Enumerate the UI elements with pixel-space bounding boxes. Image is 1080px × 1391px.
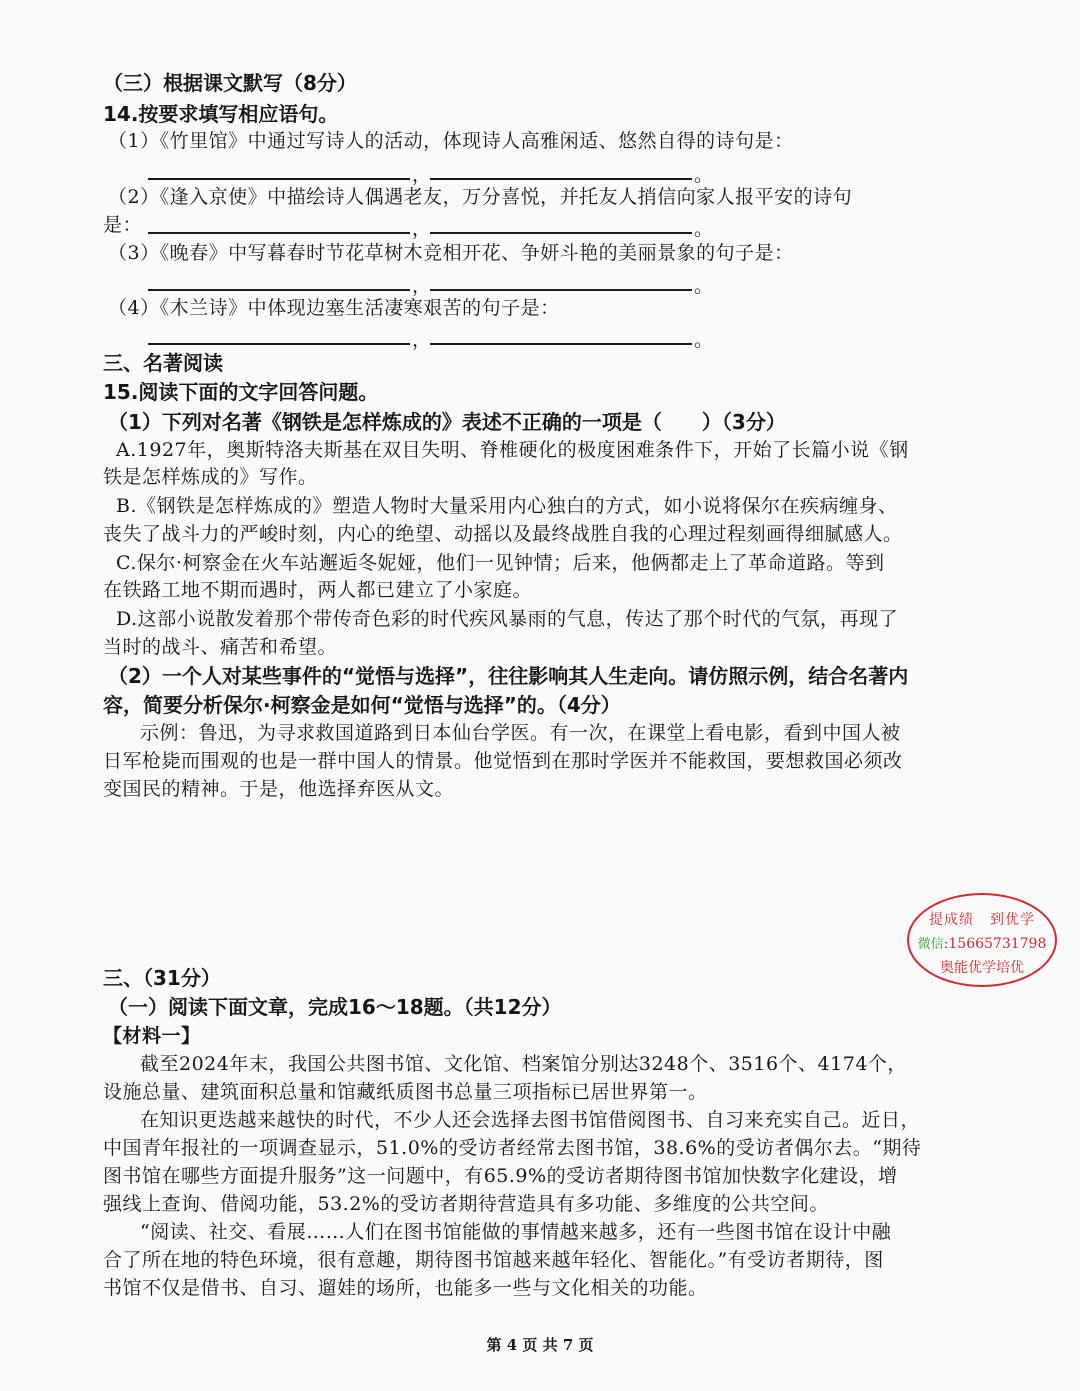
option-d: D.这部小说散发着那个带传奇色彩的时代疾风暴雨的气息，传达了那个时代的气氛，再现了 (116, 608, 899, 630)
section-title-dictation: （三）根据课文默写（8分） (103, 71, 357, 95)
example-line: 变国民的精神。于是，他选择弃医从文。 (103, 778, 455, 800)
paragraph-line: 合了所在地的特色环境，很有意趣，期待图书馆越来越年轻化、智能化。”有受访者期待，图 (103, 1249, 884, 1271)
promo-stamp (907, 893, 1057, 987)
paragraph-line: 图书馆在哪些方面提升服务”这一问题中，有65.9%的受访者期待图书馆加快数字化建设，增 (103, 1165, 898, 1187)
paragraph-line: 强线上查询、借阅功能，53.2%的受访者期待营造具有多功能、多维度的公共空间。 (103, 1193, 829, 1215)
answer-blank[interactable] (430, 232, 692, 234)
paragraph-line: 截至2024年末，我国公共图书馆、文化馆、档案馆分别达3248个、3516个、4174个， (140, 1053, 907, 1075)
paragraph-line: 书馆不仅是借书、自习、遛娃的场所，也能多一些与文化相关的功能。 (103, 1277, 708, 1299)
option-a-cont: 铁是怎样炼成的》写作。 (103, 466, 318, 488)
page-number: 第 4 页 共 7 页 (486, 1336, 594, 1354)
q14-item-2: （2）《逢入京使》中描绘诗人偶遇老友，万分喜悦，并托友人捎信向家人报平安的诗句 (108, 186, 853, 208)
stamp-name: 奥能优学培优 (940, 960, 1024, 976)
paragraph-line: 中国青年报社的一项调查显示，51.0%的受访者经常去图书馆，38.6%的受访者偶尔去。“期待 (103, 1137, 922, 1159)
stamp-phone: :15665731798 (943, 936, 1047, 952)
answer-blank[interactable] (148, 343, 410, 345)
q14-item-3: （3）《晚春》中写暮春时节花草树木竞相开花、争妍斗艳的美丽景象的句子是： (108, 242, 794, 264)
blank-comma: ， (412, 329, 432, 351)
blank-period: 。 (694, 218, 714, 240)
option-b: B.《钢铁是怎样炼成的》塑造人物时大量采用内心独白的方式，如小说将保尔在疾病缠身、 (116, 495, 898, 517)
option-c-cont: 在铁路工地不期而遇时，两人都已建立了小家庭。 (103, 579, 533, 601)
q15-sub-2: （2）一个人对某些事件的“觉悟与选择”，往往影响其人生走向。请仿照示例，结合名著内 (108, 664, 909, 688)
q15-sub-2-cont: 容，简要分析保尔·柯察金是如何“觉悟与选择”的。（4分） (103, 693, 621, 717)
answer-blank[interactable] (430, 343, 692, 345)
example-line: 日军枪毙而围观的也是一群中国人的情景。他觉悟到在那时学医并不能救国，要想救国必须改 (103, 750, 903, 772)
answer-blank[interactable] (430, 289, 692, 291)
paragraph-line: 设施总量、建筑面积总量和馆藏纸质图书总量三项指标已居世界第一。 (103, 1081, 708, 1103)
answer-blank[interactable] (148, 232, 410, 234)
stamp-text: 提成绩 (929, 912, 974, 928)
blank-comma: ， (412, 275, 432, 297)
wechat-icon: 微信 (917, 937, 944, 952)
option-d-cont: 当时的战斗、痛苦和希望。 (103, 636, 338, 658)
blank-period: 。 (694, 164, 714, 186)
blank-comma: ， (412, 218, 432, 240)
option-a: A.1927年，奥斯特洛夫斯基在双目失明、脊椎硬化的极度困难条件下，开始了长篇小说《钢 (116, 439, 909, 461)
question-15: 15.阅读下面的文字回答问题。 (103, 380, 379, 404)
q15-sub-1: （1）下列对名著《钢铁是怎样炼成的》表述不正确的一项是（ ）（3分） (108, 410, 786, 434)
q14-item-2-cont: 是： (103, 214, 143, 236)
answer-blank[interactable] (148, 289, 410, 291)
question-14: 14.按要求填写相应语句。 (103, 102, 339, 126)
example-line: 示例：鲁迅，为寻求救国道路到日本仙台学医。有一次，在课堂上看电影，看到中国人被 (140, 722, 901, 744)
paragraph-line: 在知识更迭越来越快的时代，不少人还会选择去图书馆借阅图书、自习来充实自己。近日， (140, 1109, 921, 1131)
section-title-books: 三、名著阅读 (103, 351, 223, 375)
q14-item-1: （1）《竹里馆》中通过写诗人的活动，体现诗人高雅闲适、悠然自得的诗句是： (108, 130, 794, 152)
section-title-reading: 三、（31分） (103, 966, 221, 990)
blank-comma: ， (412, 164, 432, 186)
answer-blank[interactable] (430, 178, 692, 180)
blank-period: 。 (694, 329, 714, 351)
option-b-cont: 丧失了战斗力的严峻时刻，内心的绝望、动摇以及最终战胜自我的心理过程刻画得细腻感人。 (103, 523, 903, 545)
stamp-text: 到优学 (990, 912, 1035, 928)
blank-period: 。 (694, 275, 714, 297)
paragraph-line: “阅读、社交、看展……人们在图书馆能做的事情越来越多，还有一些图书馆在设计中融 (140, 1221, 892, 1243)
answer-blank[interactable] (148, 178, 410, 180)
q14-item-4: （4）《木兰诗》中体现边塞生活凄寒艰苦的句子是： (108, 297, 560, 319)
option-c: C.保尔·柯察金在火车站邂逅冬妮娅，他们一见钟情；后来，他俩都走上了革命道路。等到 (116, 552, 885, 574)
reading-part-1: （一）阅读下面文章，完成16～18题。（共12分） (108, 995, 562, 1019)
material-label: 【材料一】 (103, 1025, 201, 1047)
